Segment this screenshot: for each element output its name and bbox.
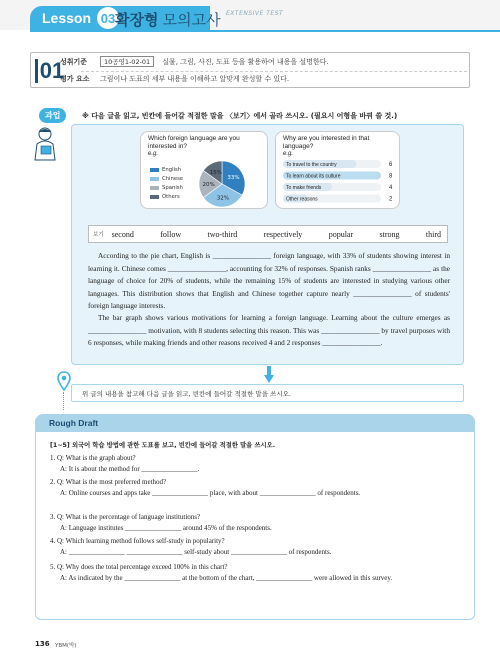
pie-label: 15% (209, 170, 223, 177)
rough-draft-title: Rough Draft (49, 418, 99, 428)
legend-label: Spanish (162, 185, 183, 191)
word-option: popular (328, 229, 354, 239)
pie-label: 20% (202, 182, 215, 188)
arrow-down-icon (264, 366, 274, 384)
question-5 (50, 562, 450, 584)
passage-text-1: According to the pie chart, English is ________________ foreign language, with 33% of students showing interest in learning it. Chinese comes ________________, accounting for 32% of responses. Spanish ranks ________________ as the language of choice for 20% of students, while the remaining 15% of students are interested in studying various other languages. This distribution shows that English and Chinese together capture nearly ________________ of students' foreign language interests. (88, 251, 450, 310)
question-text: 3. Q: What is the percentage of language institutions? (50, 513, 201, 521)
standards-text-1: 실물, 그림, 사진, 도표 등을 활용하여 내용을 설명한다. (162, 57, 329, 66)
question-text: 4. Q: Which learning method follows self-study in popularity? (50, 537, 225, 545)
standards-key-1: 성취기준 (60, 57, 88, 66)
bar-question-text: Why are you interested in that language? (283, 135, 370, 150)
passage-paragraph-1 (88, 250, 450, 313)
rough-draft-intro: [1~5] 외국어 학습 방법에 관한 도표를 보고, 빈칸에 들어갈 적절한 말을 쓰시오. (50, 442, 276, 449)
standards-divider (81, 71, 467, 72)
word-option: third (425, 229, 441, 239)
passage-text-2: The bar graph shows various motivations for learning a foreign language. Learning about the culture emerges as ________________ motivation, with 8 students selecting this reason. This was ________________ by travel purposes with 6 responses, while making friends and other reasons received 4 and 2 responses ________________. (88, 313, 450, 347)
word-option: second (111, 229, 134, 239)
rough-draft-header (35, 414, 475, 432)
answer-text: A: ________________ ________________ self-study about ________________ of respondents. (60, 548, 332, 556)
passage-paragraph-2 (88, 312, 450, 350)
answer-text: A: It is about the method for ________________. (60, 465, 200, 473)
answer-text: A: Online courses and apps take ________________ place, with about ________________ of respondents. (60, 489, 361, 497)
question-4 (50, 536, 450, 558)
legend-item-others (150, 194, 180, 200)
legend-swatch (150, 177, 159, 181)
word-box (88, 225, 448, 243)
legend-item-english (150, 167, 181, 173)
word-box-words (112, 230, 441, 239)
page-number: 136 (35, 640, 50, 648)
task2-box (71, 384, 464, 402)
bar-category-label: To learn about its culture (286, 173, 341, 180)
bar-eg: e.g. (283, 151, 294, 157)
question-text: 5. Q: Why does the total percentage exceed 100% in this chart? (50, 563, 228, 571)
answer-text: A: As indicated by the ________________ at the bottom of the chart, ________________ were allowed in this survey. (60, 574, 393, 582)
question-2 (50, 477, 450, 499)
bar-value-label: 4 (389, 185, 393, 192)
header-line (30, 30, 500, 32)
bar-value-label: 8 (389, 173, 393, 180)
bar-value-label: 6 (389, 162, 393, 169)
lesson-title (115, 9, 221, 30)
bar-chart-question (283, 135, 395, 159)
standards-row-1 (60, 56, 329, 67)
legend-item-chinese (150, 176, 183, 182)
task2-instruction: 위 글의 내용을 참고해 다음 글을 읽고, 빈칸에 들어갈 적절한 말을 쓰시오. (82, 389, 291, 398)
dotted-connector (63, 392, 65, 410)
pie-question-text: Which foreign language are you interested in? (148, 135, 240, 150)
bar-category-label: To make friends (286, 185, 322, 191)
answer-text: A: Language institutes ________________ around 45% of the respondents. (60, 524, 272, 532)
standards-number: 01 (39, 58, 65, 83)
header-subtitle: EXTENSIVE TEST (226, 10, 284, 17)
word-option: two-third (207, 229, 238, 239)
bar-category-label: Other reasons (286, 196, 318, 203)
standards-key-2: 평가 요소 (60, 75, 90, 83)
lesson-word: Lesson (42, 10, 92, 26)
bar-value-label: 2 (389, 196, 393, 203)
task-instruction: ※ 다음 글을 읽고, 빈칸에 들어갈 적절한 말을 〈보기〉에서 골라 쓰시오. (필요시 어형을 바꿔 쓸 것.) (82, 112, 398, 120)
word-option: strong (379, 229, 400, 239)
standards-text-2: 그림이나 도표의 세부 내용을 이해하고 알맞게 완성할 수 있다. (100, 75, 290, 83)
legend-label: English (162, 167, 182, 173)
bar-chart (280, 158, 398, 208)
pie-label: 32% (216, 195, 229, 202)
lesson-number: 03 (97, 7, 119, 29)
legend-item-spanish (150, 185, 183, 191)
legend-label: Others (162, 194, 180, 200)
bar-category-label: To travel to the country (286, 162, 337, 168)
legend-swatch (150, 186, 159, 190)
task-badge: 과업 (39, 108, 66, 123)
word-option: follow (160, 229, 182, 239)
pie-chart (198, 160, 246, 208)
question-text: 1. Q: What is the graph about? (50, 454, 136, 462)
standards-row-2 (60, 74, 289, 84)
question-text: 2. Q: What is the most preferred method? (50, 478, 167, 486)
student-illustration-icon (33, 126, 61, 166)
legend-label: Chinese (162, 176, 184, 182)
standards-code: 10공영1-02-01 (100, 56, 154, 67)
word-option: respectively (263, 229, 303, 239)
pie-label: 33% (227, 175, 240, 182)
lesson-title-rest: 모의고사 (162, 12, 221, 29)
pie-eg: e.g. (148, 151, 159, 157)
question-3 (50, 512, 450, 534)
legend-swatch (150, 168, 159, 172)
pie-chart-question (148, 135, 262, 159)
legend-swatch (150, 195, 159, 199)
word-box-label: 보기 (93, 232, 104, 238)
publisher-mark: YBM(박) (55, 643, 77, 649)
lesson-title-strong: 확장형 (115, 12, 159, 29)
question-1 (50, 453, 450, 475)
location-pin-icon (57, 371, 71, 391)
